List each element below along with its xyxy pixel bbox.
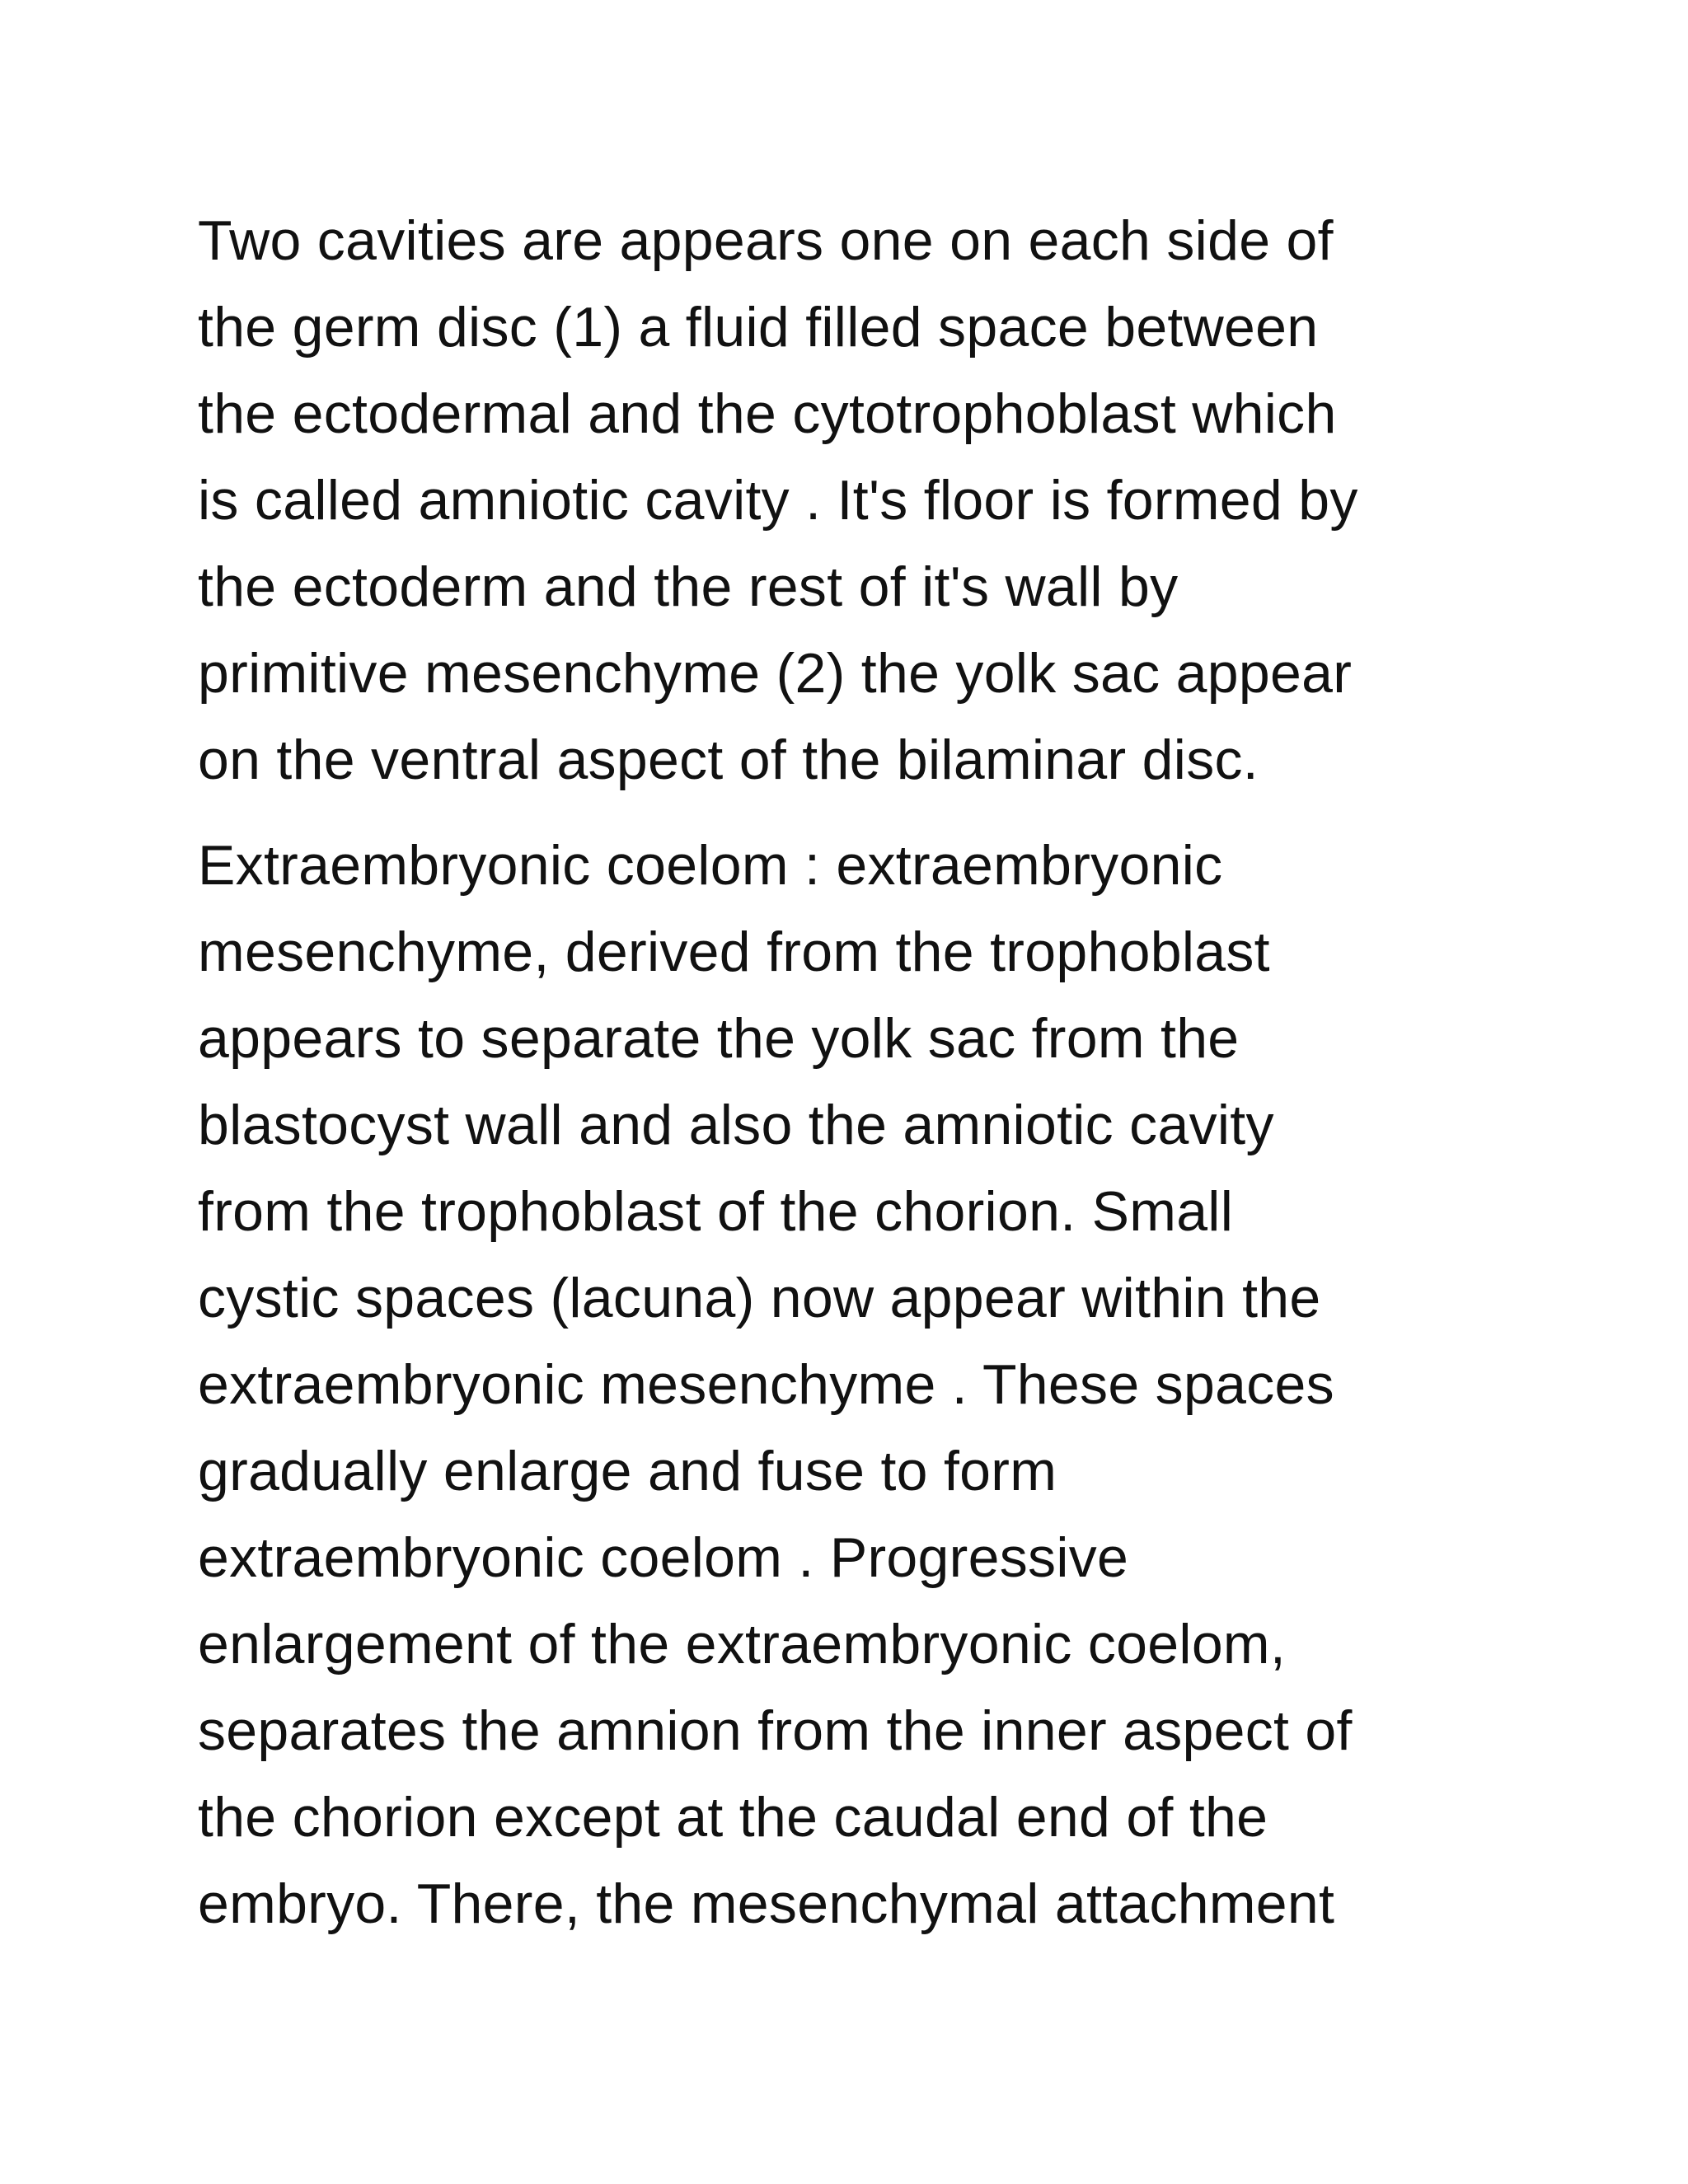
- text-line: embryo. There, the mesenchymal attachment: [198, 1872, 1335, 1935]
- text-line: the ectodermal and the cytotrophoblast which: [198, 382, 1337, 445]
- text-line: from the trophoblast of the chorion. Small: [198, 1180, 1234, 1243]
- text-line: cystic spaces (lacuna) now appear within the: [198, 1267, 1321, 1329]
- text-line: Two cavities are appears one on each side of: [198, 209, 1334, 272]
- text-line: blastocyst wall and also the amniotic cavity: [198, 1094, 1274, 1156]
- text-line: Extraembryonic coelom : extraembryonic: [198, 834, 1223, 897]
- text-line: extraembryonic coelom . Progressive: [198, 1526, 1129, 1589]
- text-line: on the ventral aspect of the bilaminar disc.: [198, 729, 1259, 791]
- text-line: primitive mesenchyme (2) the yolk sac appear: [198, 642, 1353, 705]
- paragraph-amniotic-cavity: [198, 198, 1484, 804]
- text-line: enlargement of the extraembryonic coelom,: [198, 1613, 1287, 1675]
- text-line: the chorion except at the caudal end of the: [198, 1786, 1268, 1849]
- text-line: gradually enlarge and fuse to form: [198, 1440, 1057, 1502]
- text-line: separates the amnion from the inner aspect of: [198, 1699, 1353, 1762]
- text-line: extraembryonic mesenchyme . These spaces: [198, 1353, 1334, 1416]
- text-line: the germ disc (1) a fluid filled space between: [198, 296, 1319, 359]
- text-line: mesenchyme, derived from the trophoblast: [198, 921, 1270, 983]
- text-line: the ectoderm and the rest of it's wall by: [198, 555, 1179, 618]
- text-line: appears to separate the yolk sac from the: [198, 1007, 1240, 1070]
- text-line: is called amniotic cavity . It's floor is formed by: [198, 469, 1358, 532]
- paragraph-extraembryonic-coelom: [198, 823, 1484, 1947]
